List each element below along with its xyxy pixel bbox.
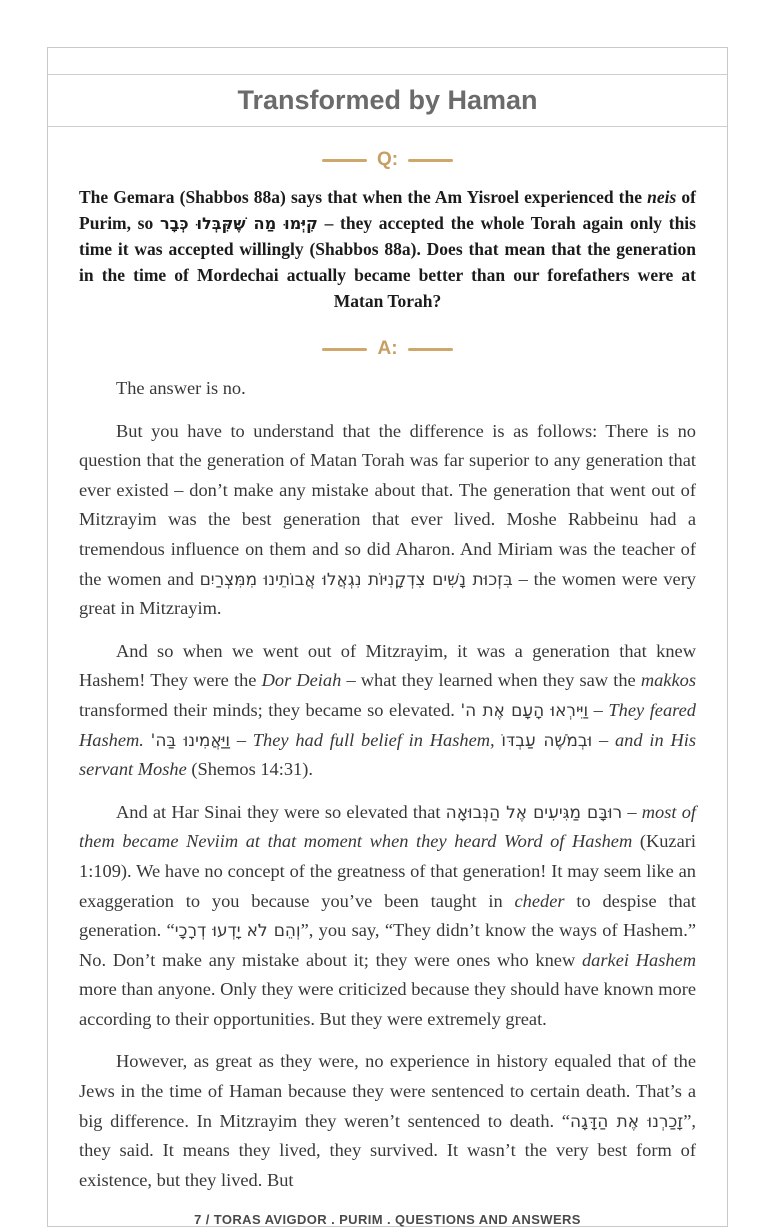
hebrew-phrase: רוּבָּם מַגִּיעִים אֶל הַנְּבוּאָה: [445, 801, 623, 822]
answer-paragraph: [79, 374, 696, 404]
italic-text: most of them became Neviim at that moment when they heard Word of Hashem: [79, 801, 697, 852]
body-text: – they accepted the whole Torah again only this time it was accepted willingly (Shabbos 88a). Does that mean that the generation in the time of Mordechai actually became better than our forefathers were at Matan Torah?: [79, 213, 696, 311]
body-text: However, as great as they were, no experience in history equaled that of the Jews in the time of Haman because they were sentenced to certain death. That’s a big difference. In Mitzrayim they weren’t sentenced to death. “: [79, 1051, 696, 1131]
body-text: –: [622, 801, 642, 822]
answer-paragraph: [79, 417, 696, 624]
answer-body: [79, 374, 696, 1195]
hebrew-phrase: בִּזְכוּת נָשִׁים צִדְקָנִיּוֹת נִגְאֲלוּ אֲבוֹתֵינוּ מִמִּצְרַיִם: [199, 568, 513, 589]
hebrew-phrase: וַיִּירְאוּ הָעָם אֶת ה': [460, 699, 589, 720]
answer-paragraph: [79, 798, 696, 1035]
body-text: The Gemara (Shabbos 88a) says that when the Am Yisroel experienced the: [79, 187, 648, 207]
body-text: –: [588, 699, 609, 720]
body-text: –: [592, 729, 615, 750]
body-text: The answer is no.: [116, 378, 246, 398]
body-text: transformed their minds; they became so elevated.: [79, 699, 461, 720]
body-text: [144, 730, 151, 750]
hebrew-phrase: זָכַרְנוּ אֶת הַדָּגָה: [569, 1110, 684, 1131]
question-marker: [79, 149, 696, 171]
body-text: – what they learned when they saw the: [341, 670, 641, 691]
italic-text: darkei Hashem: [581, 949, 696, 970]
answer-paragraph: [79, 1047, 696, 1195]
body-text: And at Har Sinai they were so elevated that: [116, 801, 446, 822]
answer-marker: [79, 338, 696, 360]
body-text: And so when we went out of Mitzrayim, it was a generation that knew Hashem! They were the: [79, 640, 696, 691]
body-text: of Purim, so: [79, 187, 696, 233]
answer-paragraph: [79, 637, 696, 785]
body-text: (Shemos 14:31).: [186, 759, 313, 780]
body-text: ”, they said. It means they lived, they survived. It wasn’t the very best form of existence, but they lived. But: [79, 1110, 696, 1190]
italic-text: neis: [647, 187, 677, 207]
italic-text: makkos: [640, 670, 696, 691]
body-text: – the women were very great in Mitzrayim.: [79, 568, 697, 619]
italic-text: and in His servant Moshe: [79, 729, 696, 780]
italic-text: They had full belief in Hashem,: [252, 729, 495, 750]
hebrew-phrase: וּבְמֹשֶׁה עַבְדּוֹ: [501, 729, 593, 750]
hebrew-phrase: וְהֵם לֹא יָדְעוּ דְרָכָי: [174, 920, 301, 941]
question-text: [79, 184, 696, 314]
italic-text: cheder: [514, 890, 565, 911]
document-page: [47, 47, 728, 1227]
italic-text: Dor Deiah: [261, 670, 342, 691]
header-strip: [48, 48, 727, 75]
body-text: (Kuzari 1:109). We have no concept of the greatness of that generation! It may seem like an exaggeration to you because you’ve been taught in: [79, 831, 696, 911]
body-text: –: [230, 729, 253, 750]
marker-dash-left: [322, 348, 367, 351]
question-marker-label: Q:: [376, 149, 399, 170]
body-text: ”, you say, “They didn’t know the ways of Hashem.” No. Don’t make any mistake about it; they were ones who knew: [79, 920, 696, 970]
marker-dash-right: [408, 348, 453, 351]
body-text: to despise that generation. “: [79, 890, 696, 941]
hebrew-phrase: וַיַּאֲמִינוּ בַּה': [150, 729, 231, 750]
marker-dash-left: [322, 159, 367, 162]
hebrew-phrase: קִיְּמוּ מַה שֶּׁקִּבְּלוּ כְּבָר: [159, 214, 318, 233]
page-title: Transformed by Haman: [237, 85, 538, 115]
body-text: more than anyone. Only they were criticized because they should have known more according to their opportunities. But they were extremely great.: [79, 979, 696, 1029]
answer-marker-label: A:: [377, 338, 398, 359]
page-footer: 7 / TORAS AVIGDOR . PURIM . QUESTIONS AND ANSWERS: [194, 1212, 581, 1227]
page-content: [48, 127, 727, 1227]
italic-text: They feared Hashem.: [79, 699, 696, 750]
marker-dash-right: [408, 159, 453, 162]
body-text: But you have to understand that the difference is as follows: There is no question that the generation of Matan Torah was far superior to any generation that ever existed – don’t make any mistake about that. The generation that went out of Mitzrayim was the best generation that ever lived. Moshe Rabbeinu had a tremendous influence on them and so did Aharon. And Miriam was the teacher of the women and: [79, 420, 696, 589]
title-bar: [48, 75, 727, 127]
